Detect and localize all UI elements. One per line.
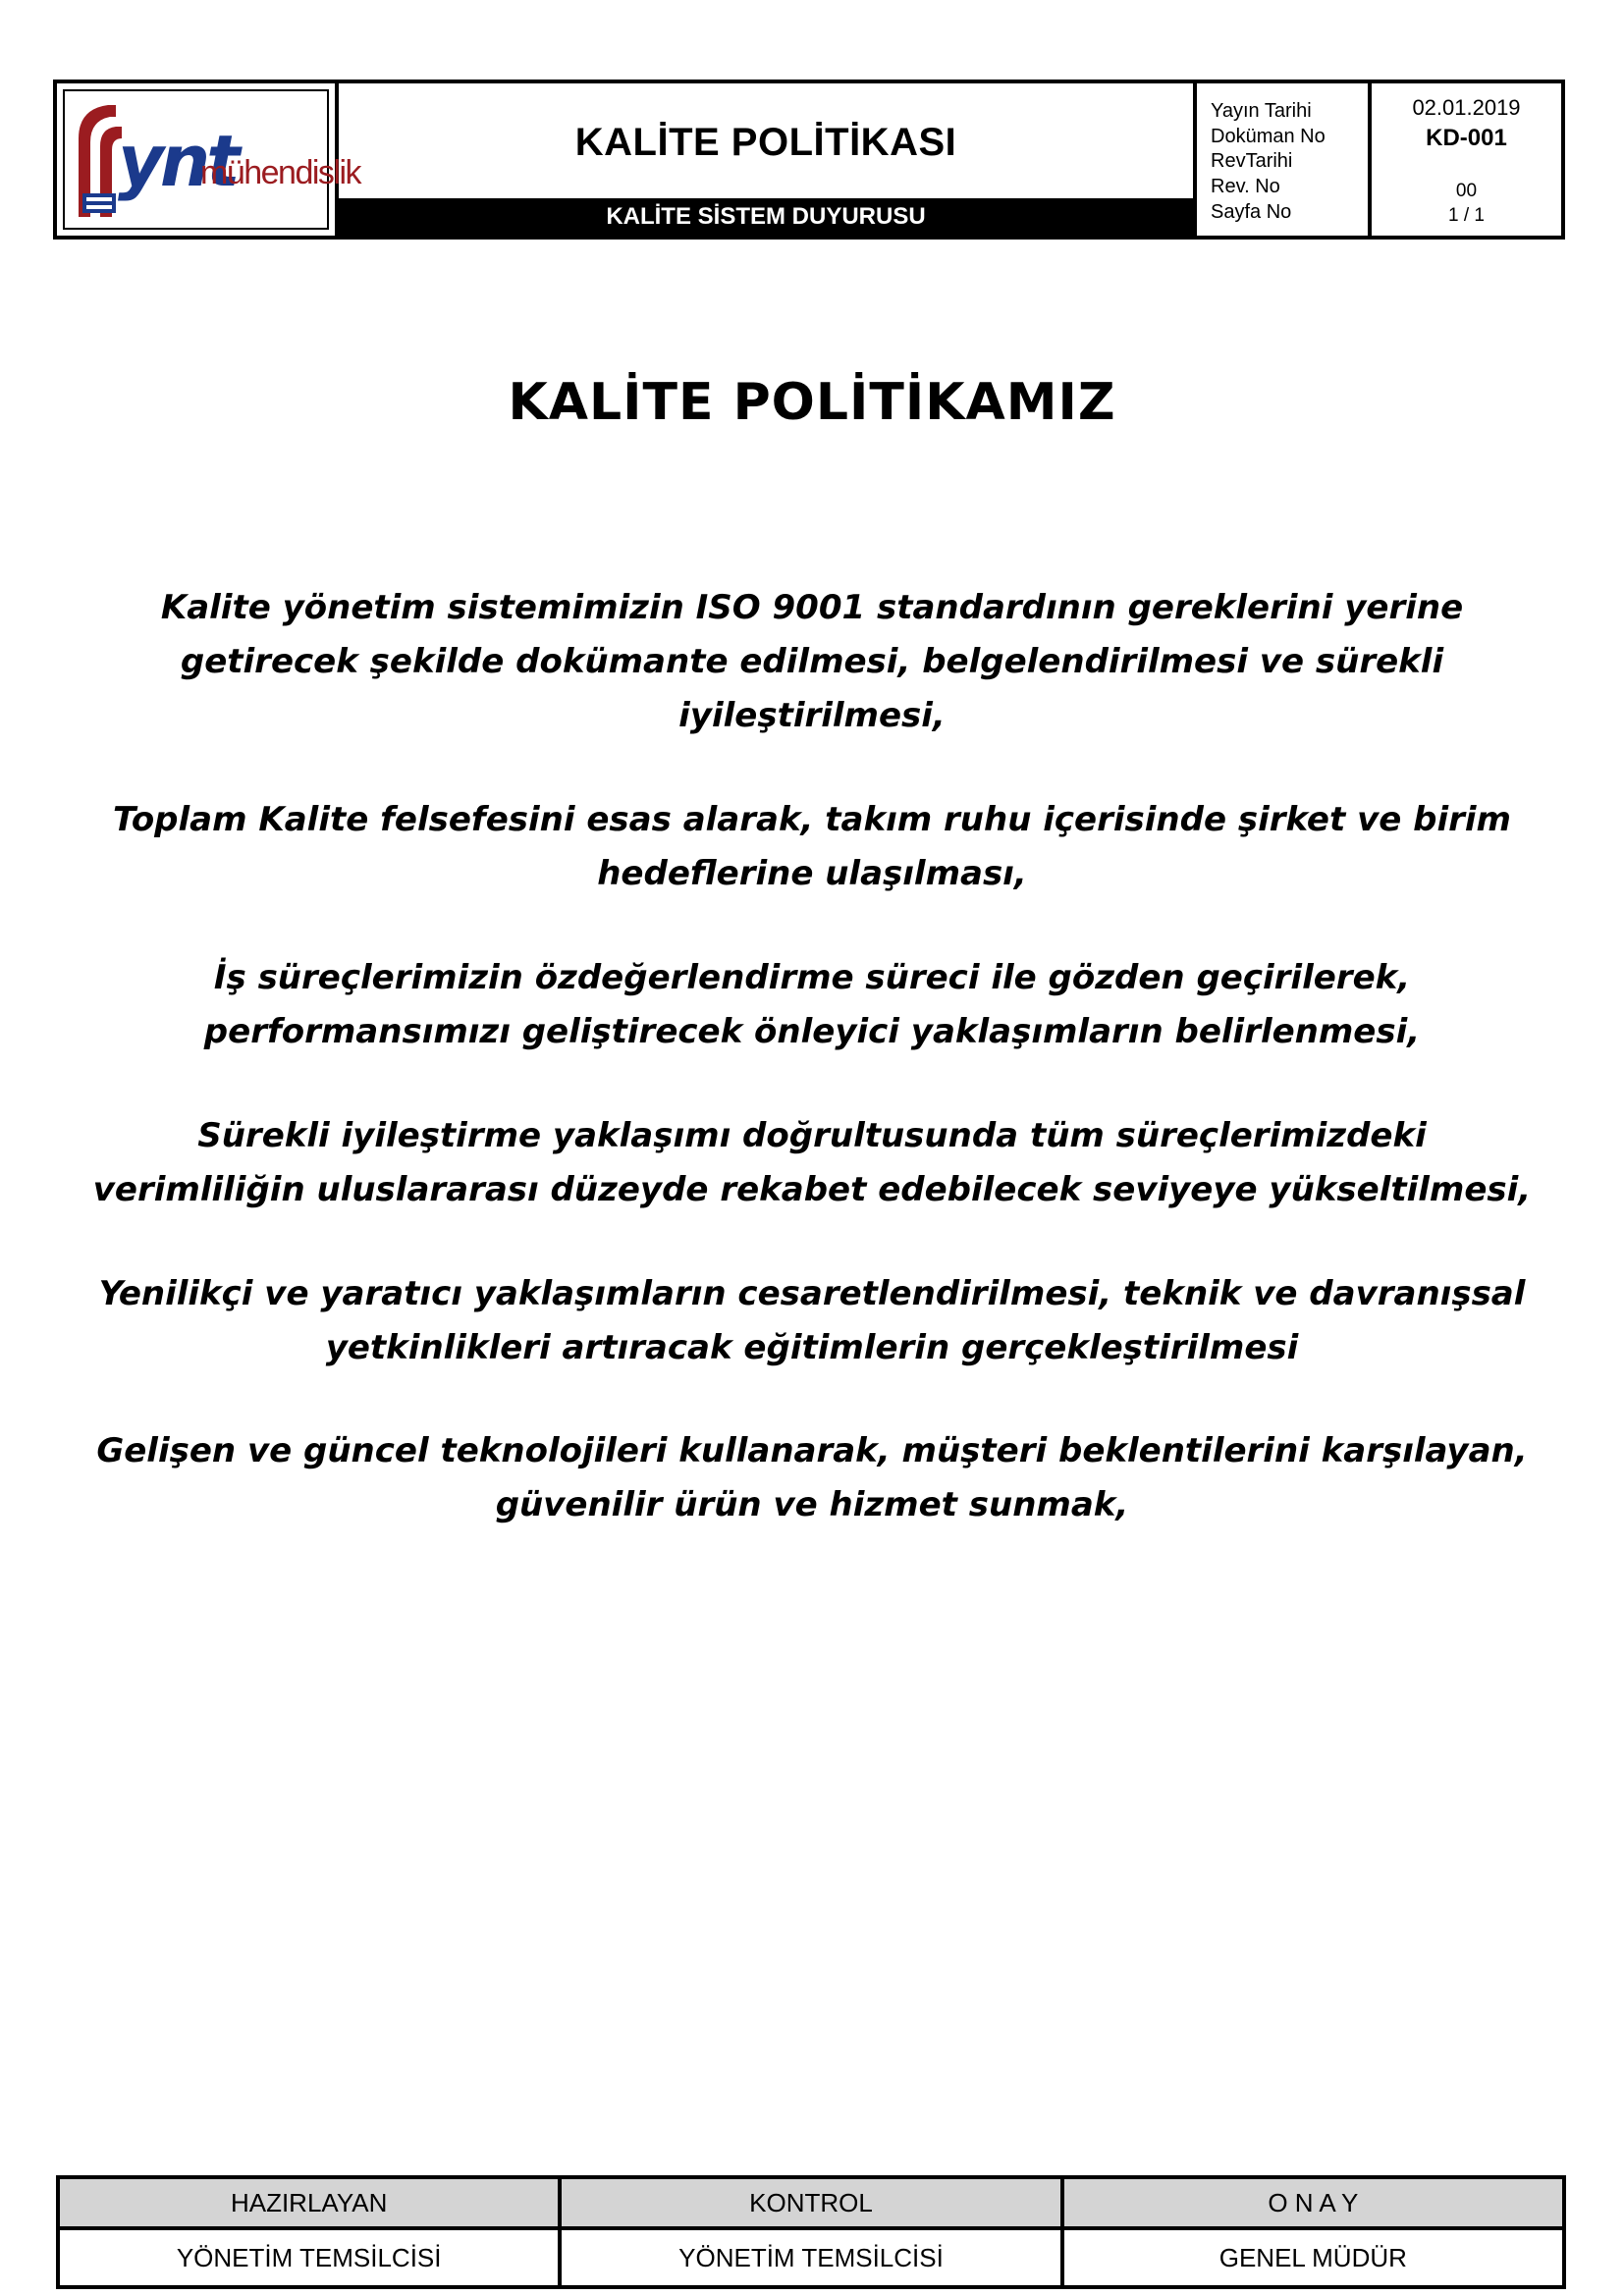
policy-item: Toplam Kalite felsefesini esas alarak, takım ruhu içerisinde şirket ve birim hedeflerine ulaşılması, <box>113 800 1511 893</box>
announcement-band: KALİTE SİSTEM DUYURUSU <box>339 198 1193 236</box>
label-document-no: Doküman No <box>1211 126 1326 147</box>
company-logo <box>73 99 361 227</box>
checked-by-role: YÖNETİM TEMSİLCİSİ <box>560 2228 1061 2287</box>
meta-labels-cell <box>1197 83 1372 236</box>
value-publish-date: 02.01.2019 <box>1412 95 1521 120</box>
approval-table <box>56 2175 1566 2289</box>
title-cell <box>339 83 1197 236</box>
policy-item: İş süreçlerimizin özdeğerlendirme süreci ile gözden geçirilerek, performansımızı geliştirecek önleyici yaklaşımların belirlenmesi, <box>203 958 1421 1051</box>
logo-wordmark-muhendislik: mühendislik <box>200 154 361 191</box>
approval-header-row <box>58 2177 1564 2228</box>
header-prepared-by: HAZIRLAYAN <box>58 2177 560 2228</box>
logo-cell <box>57 83 361 236</box>
label-page-no: Sayfa No <box>1211 201 1292 223</box>
document-title: KALİTE POLİTİKASI <box>574 121 957 164</box>
value-document-no: KD-001 <box>1426 125 1507 151</box>
label-revision-date: RevTarihi <box>1211 150 1293 172</box>
policy-item: Sürekli iyileştirme yaklaşımı doğrultusunda tüm süreçlerimizdeki verimliliğin uluslararası düzeyde rekabet edebilecek seviyeye yükseltilmesi, <box>92 1116 1532 1209</box>
policy-item: Yenilikçi ve yaratıcı yaklaşımların cesaretlendirilmesi, teknik ve davranışsal yetkinlikleri artıracak eğitimlerin gerçekleştirilmesi <box>98 1274 1526 1367</box>
logo-frame <box>63 89 361 230</box>
label-revision-no: Rev. No <box>1211 176 1280 197</box>
label-publish-date: Yayın Tarihi <box>1211 100 1312 122</box>
value-page-no: 1 / 1 <box>1448 205 1485 226</box>
policy-heading: KALİTE POLİTİKAMIZ <box>508 373 1116 432</box>
approval-names-row <box>58 2228 1564 2287</box>
header-checked-by: KONTROL <box>560 2177 1061 2228</box>
policy-item: Kalite yönetim sistemimizin ISO 9001 standardının gereklerini yerine getirecek şekilde dokümante edilmesi, belgelendirilmesi ve sürekli iyileştirilmesi, <box>160 588 1464 735</box>
document-header <box>53 80 1565 240</box>
meta-values-cell <box>1372 83 1561 236</box>
header-approval: O N A Y <box>1062 2177 1564 2228</box>
value-revision-no: 00 <box>1455 181 1478 201</box>
policy-item: Gelişen ve güncel teknolojileri kullanarak, müşteri beklentilerini karşılayan, güvenilir ürün ve hizmet sunmak, <box>96 1431 1528 1524</box>
logo-wordmark-ynt: ynt <box>118 120 237 202</box>
approval-role: GENEL MÜDÜR <box>1062 2228 1564 2287</box>
prepared-by-role: YÖNETİM TEMSİLCİSİ <box>58 2228 560 2287</box>
